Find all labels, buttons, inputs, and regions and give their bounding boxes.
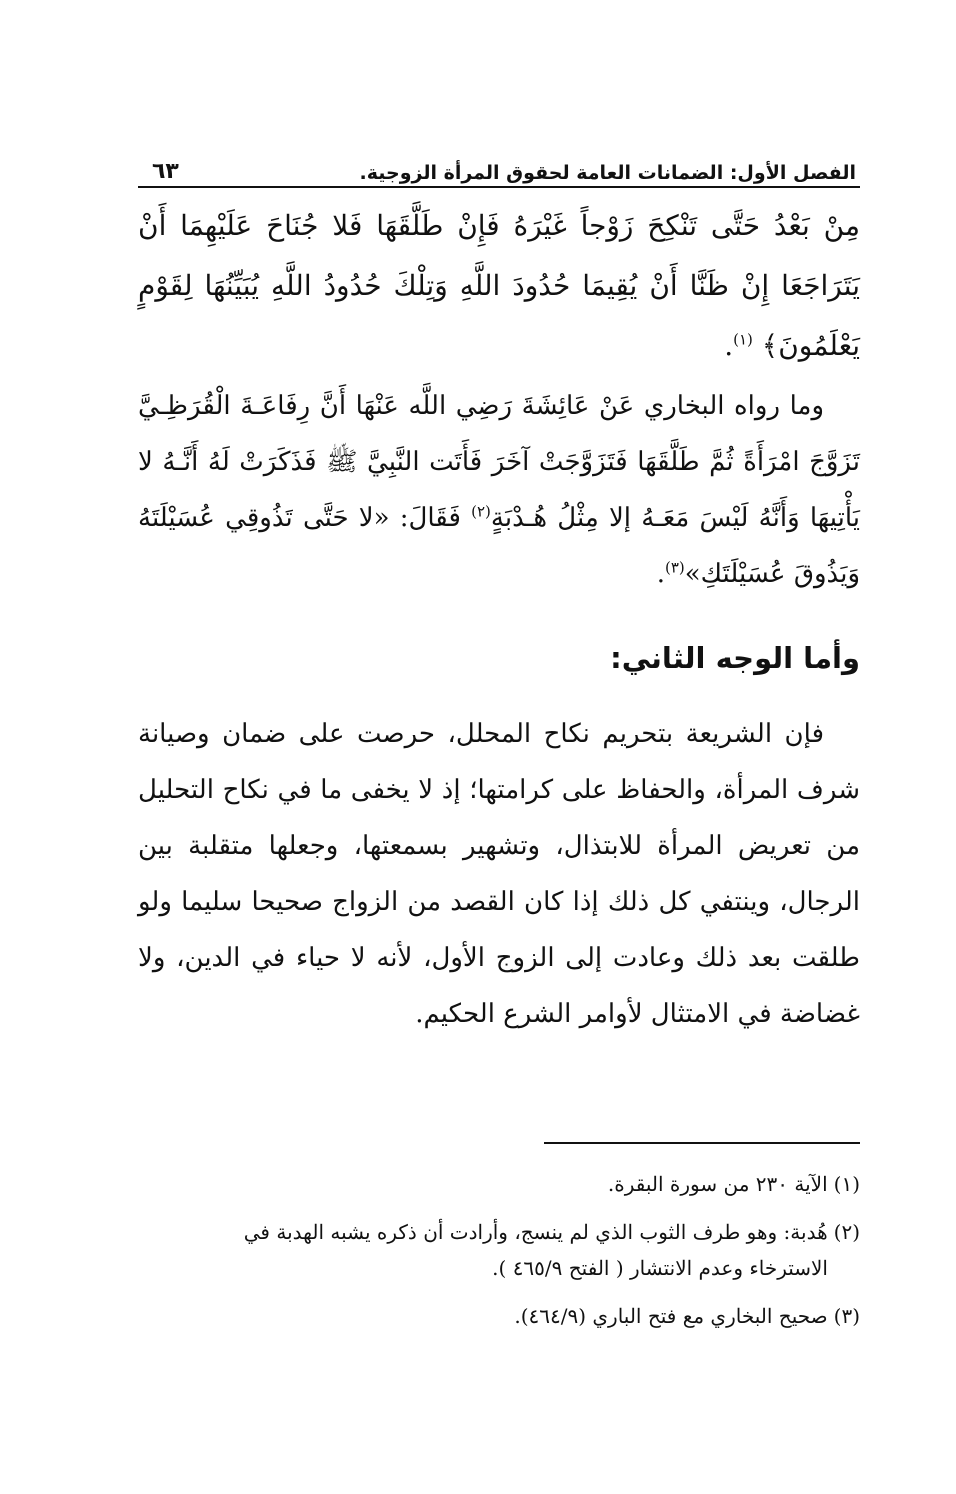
hadith-paragraph [138,378,860,602]
quran-verse [138,196,860,376]
footnotes [138,1166,860,1346]
footnote-number: (٣) [833,1304,860,1328]
book-page [138,150,860,1042]
running-header [138,150,860,188]
footnote-divider [544,1142,860,1144]
footnote-continuation: الاسترخاء وعدم الانتشار ( الفتح ٤٦٥/٩ ). [492,1256,828,1280]
hadith-text-part1: وما رواه البخاري عَنْ عَائِشَةَ رَضِي اللَّه عَنْهَا أَنَّ رِفَاعَـةَ الْقُرَظِـيَّ تَزَوَّجَ امْرَأَةً ثُمَّ طَلَّقَهَا فَتَزَوَّجَتْ آخَرَ فَأَتَت النَّبِيَّ ﷺ فَذَكَرَتْ لَهُ أَنَّـهُ لا يَأْتِيهَا وَأَنَّهُ لَيْسَ مَعَـهُ إلا مِثْلُ هُـدْبَةٍ [138,391,860,533]
section-heading: وأما الوجه الثاني: [610,641,860,675]
footnote-ref-1: (١) [733,330,753,349]
page-number: ٦٣ [152,159,179,184]
footnote-text: الآية ٢٣٠ من سورة البقرة. [607,1172,828,1196]
chapter-title: الفصل الأول: الضمانات العامة لحقوق المرأة الزوجية. [359,162,856,184]
section-paragraph: فإن الشريعة بتحريم نكاح المحلل، حرصت على ضمان وصيانة شرف المرأة، والحفاظ على كرامتها؛ إذ لا يخفى ما في نكاح التحليل من تعريض المرأة للابتذال، وتشهير بسمعتها، وجعلها متقلبة بين الرجال، وينتفي كل ذلك إذا كان القصد من الزواج صحيحا سليما ولو طلقت بعد ذلك وعادت إلى الزوج الأول، لأنه لا حياء في الدين، ولا غضاضة في الامتثال لأوامر الشرع الحكيم. [138,719,860,1029]
hadith-text-part2: فَقَالَ: «لا حَتَّى تَذُوقِي عُسَيْلَتَهُ وَيَذُوقَ عُسَيْلَتَكِ» [138,503,860,589]
footnote-text: هُدبة: وهو طرف الثوب الذي لم ينسج، وأرادت أن ذكره يشبه الهدبة في [243,1220,828,1244]
quran-end: . [724,329,734,362]
footnote-1 [138,1166,860,1202]
quran-text: مِنْ بَعْدُ حَتَّى تَنْكِحَ زَوْجاً غَيْرَهُ فَإِنْ طَلَّقَهَا فَلا جُنَاحَ عَلَيْهِمَا أَنْ يَتَرَاجَعَا إِنْ ظَنَّا أَنْ يُقِيمَا حُدُودَ اللَّهِ وَتِلْكَ حُدُودُ اللَّهِ يُبَيِّنُهَا لِقَوْمٍ يَعْلَمُونَ﴾ [138,209,860,362]
hadith-end: . [656,559,665,589]
footnote-2 [138,1214,860,1286]
footnote-number: (٢) [833,1220,860,1244]
footnote-ref-3: (٣) [664,558,685,577]
footnote-text: صحيح البخاري مع فتح الباري (٤٦٤/٩). [514,1304,828,1328]
footnote-ref-2: (٢) [471,502,491,521]
footnote-number: (١) [833,1172,860,1196]
footnote-3 [138,1298,860,1334]
